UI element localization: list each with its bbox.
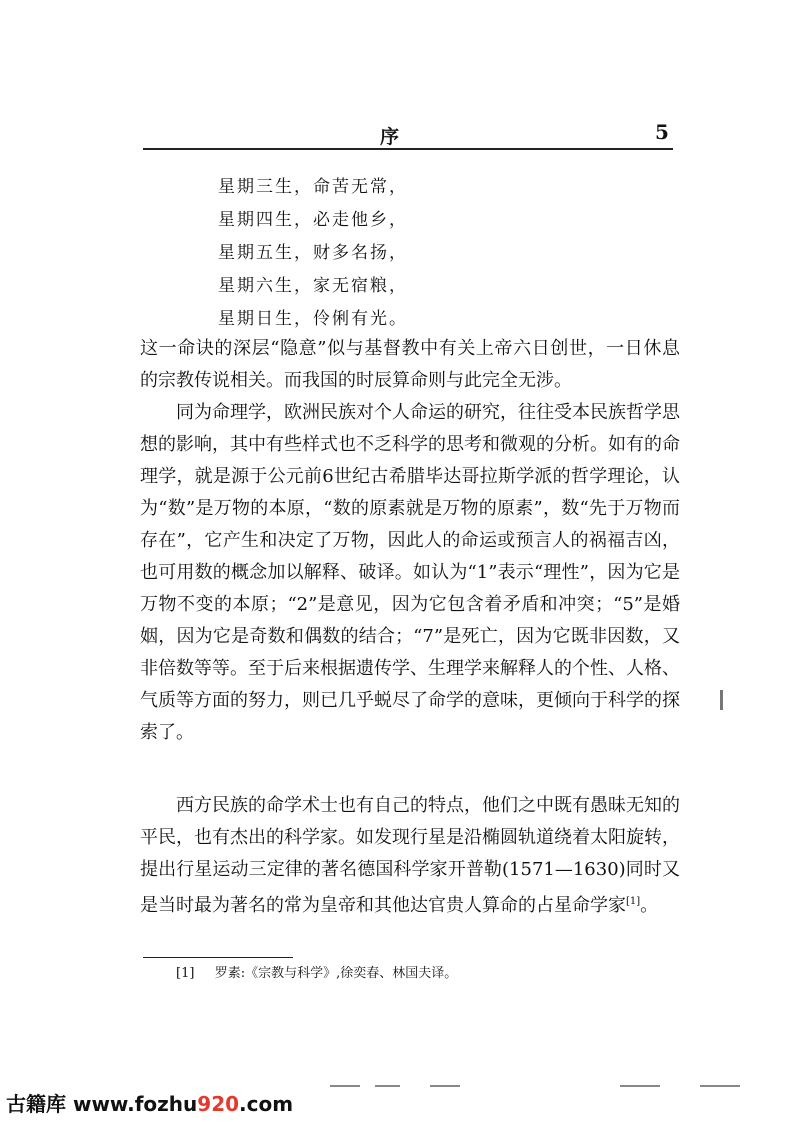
verse-line: 星期日生，伶俐有光。 (218, 309, 408, 329)
body-paragraph (140, 790, 680, 922)
paragraph-end-punct: 。 (640, 895, 659, 916)
footnote-marker: [1] (176, 966, 195, 981)
site-watermark[interactable] (6, 1088, 293, 1117)
page-number: 5 (655, 120, 669, 144)
running-head-title: 序 (380, 126, 400, 148)
scan-artifact-marks (330, 1085, 750, 1089)
verse-line: 星期四生，必走他乡， (218, 210, 408, 230)
watermark-highlight: 920 (197, 1092, 240, 1116)
watermark-prefix: 古籍库 www.fozhu (6, 1092, 198, 1116)
paragraph-text: 西方民族的命学术士也有自己的特点，他们之中既有愚昧无知的平民，也有杰出的科学家。如发现行星是沿椭圆轨道绕着太阳旋转，提出行星运动三定律的著名德国科学家开普勒(1571—1630)同时又是当时最为著名的常为皇帝和其他达官贵人算命的占星命学家 (140, 795, 680, 916)
footnote-reference: [1] (626, 896, 641, 907)
verse-line: 星期五生，财多名扬， (218, 243, 408, 263)
footnote (176, 962, 457, 981)
body-paragraph (140, 397, 680, 749)
footnote-rule (143, 957, 293, 958)
footnote-text: 罗素:《宗教与科学》,徐奕春、林国夫译。 (214, 966, 458, 981)
verse-line: 星期三生，命苦无常， (218, 177, 408, 197)
watermark-suffix: .com (239, 1092, 294, 1116)
verse-line: 星期六生，家无宿粮， (218, 276, 408, 296)
paragraph-text: 同为命理学，欧洲民族对个人命运的研究，往往受本民族哲学思想的影响，其中有些样式也不乏科学的思考和微观的分析。如有的命理学，就是源于公元前6世纪古希腊毕达哥拉斯学派的哲学理论，认为“数”是万物的本原，“数的原素就是万物的原素”，数“先于万物而存在”，它产生和决定了万物，因此人的命运或预言人的祸福吉凶，也可用数的概念加以解释、破译。如认为“1”表示“理性”，因为它是万物不变的本原；“2”是意见，因为它包含着矛盾和冲突；“5”是婚姻，因为它是奇数和偶数的结合；“7”是死亡，因为它既非因数，又非倍数等等。至于后来根据遗传学、生理学来解释人的个性、人格、气质等方面的努力，则已几乎蜕尽了命学的意味，更倾向于科学的探索了。 (140, 402, 680, 743)
body-paragraph (140, 333, 680, 397)
header-rule (143, 148, 673, 150)
scan-artifact (720, 690, 723, 710)
paragraph-text: 这一命诀的深层“隐意”似与基督教中有关上帝六日创世，一日休息的宗教传说相关。而我国的时辰算命则与此完全无涉。 (140, 338, 680, 391)
